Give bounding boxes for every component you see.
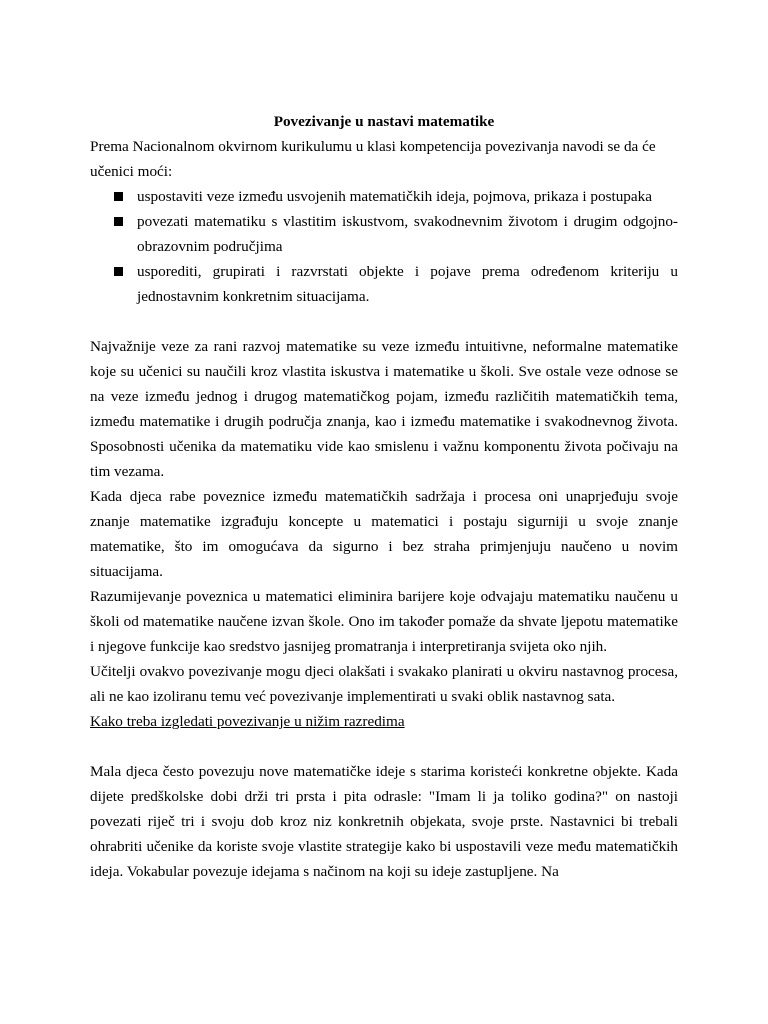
- list-item-text: uspostaviti veze između usvojenih matematičkih ideja, pojmova, prikaza i postupaka: [137, 188, 652, 205]
- intro-paragraph: Prema Nacionalnom okvirnom kurikulumu u klasi kompetencija povezivanja navodi se da će učenici moći:: [90, 138, 656, 180]
- section-subheading: Kako treba izgledati povezivanje u nižim razredima: [90, 713, 405, 730]
- list-item-text: usporediti, grupirati i razvrstati objekte i pojave prema određenom kriteriju u jednostavnim konkretnim situacijama.: [137, 263, 678, 305]
- list-item: [90, 209, 678, 259]
- body-paragraph: Najvažnije veze za rani razvoj matematike su veze između intuitivne, neformalne matematike koje su učenici su naučili kroz vlastita iskustva i matematike u školi. Sve ostale veze odnose se na veze između jednog i drugog matematičkog pojam, između različitih matematičkih tema, između matematike i drugih područja znanja, kao i između matematike i svakodnevnog života. Sposobnosti učenika da matematiku vide kao smislenu i važnu komponentu života počivaju na tim vezama.: [90, 338, 678, 480]
- body-paragraph: Učitelji ovakvo povezivanje mogu djeci olakšati i svakako planirati u okviru nastavnog procesa, ali ne kao izoliranu temu već povezivanje implementirati u svaki oblik nastavnog sata.: [90, 663, 678, 705]
- competency-list: [90, 184, 678, 309]
- spacer: [90, 309, 678, 334]
- body-paragraph: Razumijevanje poveznica u matematici eliminira barijere koje odvajaju matematiku naučenu u školi od matematike naučene izvan škole. Ono im također pomaže da shvate ljepotu matematike i njegove funkcije kao sredstvo jasnijeg promatranja i interpretiranja svijeta oko njih.: [90, 588, 678, 655]
- body-paragraph: Kada djeca rabe poveznice između matematičkih sadržaja i procesa oni unaprjeđuju svoje znanje matematike izgrađuju koncepte u matematici i postaju sigurniji u svoje znanje matematike, što im omogućava da sigurno i bez straha primjenjuju naučeno u novim situacijama.: [90, 488, 678, 580]
- spacer: [90, 734, 678, 759]
- square-bullet-icon: [114, 217, 123, 226]
- list-item: [90, 184, 678, 209]
- square-bullet-icon: [114, 267, 123, 276]
- document-page: [90, 109, 678, 884]
- document-title: Povezivanje u nastavi matematike: [273, 113, 495, 130]
- list-item: [90, 259, 678, 309]
- square-bullet-icon: [114, 192, 123, 201]
- list-item-text: povezati matematiku s vlastitim iskustvom, svakodnevnim životom i drugim odgojno-obrazovnim područjima: [137, 213, 678, 255]
- body-paragraph: Mala djeca često povezuju nove matematičke ideje s starima koristeći konkretne objekte. Kada dijete predškolske dobi drži tri prsta i pita odrasle: "Imam li ja toliko godina?" on nastoji povezati riječ tri i svoju dob kroz niz konkretnih objekata, svoje prste. Nastavnici bi trebali ohrabriti učenike da koriste svoje vlastite strategije kako bi uspostavili veze među matematičkih ideja. Vokabular povezuje idejama s načinom na koji su ideje zastupljene. Na: [90, 763, 678, 880]
